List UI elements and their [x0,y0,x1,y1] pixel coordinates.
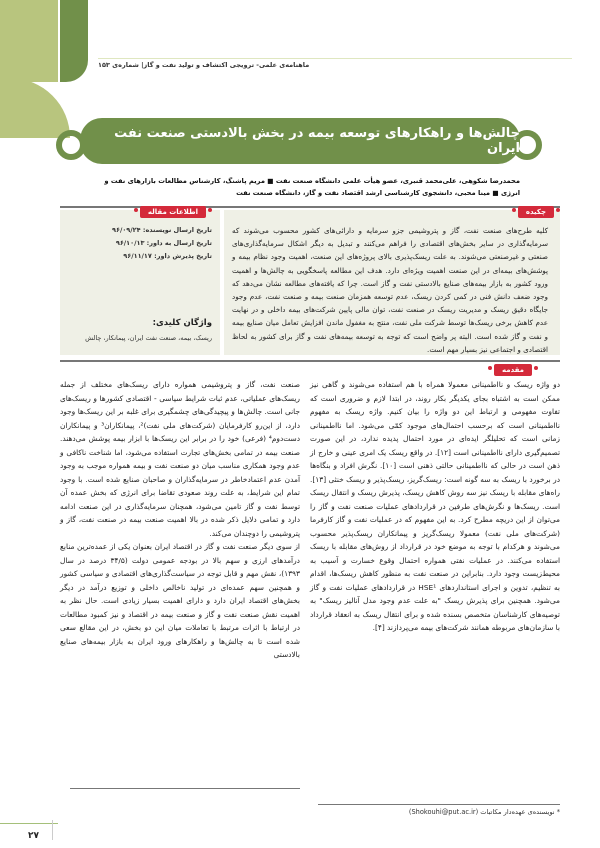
page-line [0,823,58,824]
authors [100,175,520,199]
date-accepted: تاریخ پذیرش داور: ۹۶/۱۱/۱۷ [123,252,212,260]
info-tag: اطلاعات مقاله [140,206,206,218]
mid-rule [60,360,560,362]
date-submitted: تاریخ ارسال نویسنده: ۹۶/۰۹/۲۴ [112,226,212,234]
intro-paragraph-left-2: از سوی دیگر صنعت نفت و گاز در اقتصاد ایران بعنوان یکی از عمده‌ترین منابع درآمدهای ارزی و سهم بالا در بودجه عمومی دولت (۳۴/۵ درصد در سال ۱۳۹۳)، نقش مهم و قابل توجه در سیاست‌گذاری‌های اقتصادی و سیاسی کشور و همچنین سهم عمده‌ای در تولید ناخالص داخلی و توزیع درآمد در دیگر بخش‌های اقتصاد ایران دارد و دارای اهمیت بسیار زیادی است. حال نظر به اهمیت نقش صنعت نفت و گاز و صنعت بیمه در اقتصاد و نیز کمبود مطالعات در ارتباط با اثرات مرتبط با تعاملات میان این دو بخش، در این مقالع سعی شده است تا به چالش‌ها و راهکارهای ورود ایران به بازار بیمه‌های صنایع بالادستی [60,542,300,659]
article-title: چالش‌ها و راهکارهای توسعه بیمه در بخش بالادستی صنعت نفت ایران [114,126,520,156]
decor-curve [0,78,70,138]
column-right [310,378,560,635]
header-line [98,58,572,59]
intro-paragraph-left-1: صنعت نفت، گاز و پتروشیمی همواره دارای ریسک‌های مختلف از جمله ریسک‌های عملیاتی، عدم ثبات شرایط سیاسی - اقتصادی کشورها و ریسک‌های جانی است. چالش‌ها و پیچیدگی‌های چشمگیری برای غلبه بر این ریسک‌ها وجود دارد، از این‌رو کارفرمایان (شرکت‌های ملی نفت)²، پیمانکاران³ و پیمانکاران دست‌دوم⁴ (فرعی) خود را در برابر این ریسک‌ها با ابزار بیمه پوشش می‌دهند. صنعت بیمه در تمامی بخش‌های تجارت استفاده می‌شود، اما شناخت ناکافی و عدم وجود همکاری مناسب میان دو صنعت نفت و بیمه همواره موجب به وجود آمدن عدم اعتمادخاطر در سرمایه‌گذاران و صاحبان صنایع شده است. با وجود تمام این شرایط، به علت روند صعودی تقاضا برای انرژی که بخش عمده آن توسط نفت و گاز تامین می‌شود، همچنان سرمایه‌گذاری در این صنعت ادامه دارد و تمامی دلایل ذکر شده در بالا اهمیت صنعت بیمه در صنعت نفت، گاز و پتروشیمی را دوچندان می‌کند. [60,380,300,538]
abstract-box [224,210,560,355]
keywords-title: واژگان کلیدی: [152,318,212,328]
abstract-tag: چکیده [518,206,554,218]
date-to-reviewer: تاریخ ارسال به داور: ۹۶/۱۰/۱۳ [115,239,212,247]
page-separator [52,820,53,840]
footnote-rule [318,804,560,805]
keywords-text: ریسک، بیمه، صنعت نفت ایران، پیمانکار، چالش [85,334,212,342]
authors-line-2: انرژی ■ مینا محبی، دانشجوی کارشناسی ارشد اقتصاد نفت و گاز، دانشگاه صنعت نفت [236,189,520,197]
journal-header: ماهنامه‌ی علمی- ترویجی اکتشاف و تولید نفت و گاز| شماره‌ی ۱۵۳ [98,61,310,69]
decor-bar-dark [60,0,88,82]
title-banner [80,118,520,164]
authors-line-1: محمدرضا شکوهی، علی‌محمد قنبری، عضو هیأت علمی دانشگاه صنعت نفت ■ مریم پاشنگ، کارشناس مطالعات بازارهای نفت و [104,177,520,185]
intro-paragraph-right: دو واژه ریسک و نااطمینانی معمولا همراه با هم استفاده می‌شوند و گاهی نیز ممکن است به اشتباه بجای یکدیگر بکار روند، در ابتدا لازم و ضروری است که تفاوت مفهومی و ارتباط این دو واژه را بیان کنیم. واژه ریسک به مفهوم نااطمینانی است که برحسب احتمال‌های موجود کمّی می‌شود. اما نااطمینانی زمانی است که تحلیلگر ایده‌ای در مورد احتمال پدیده ندارد، در این صورت تصمیم‌گیری دارای نااطمینانی است [۱۲]. در واقع ریسک یک امری عینی و خارج از ذهن است در حالی که نااطمینانی حالتی ذهنی است [۱۰]. نگرش افراد و بنگاه‌ها در برخورد با ریسک به سه گونه است: ریسک‌گریز، ریسک‌پذیر و ریسک خنثی [۱۳]. راه‌های مقابله با ریسک نیز سه روش کاهش ریسک، پذیرش ریسک و انتقال ریسک است. ریسک‌ها و نگرش‌های طرفین در قراردادهای عملیات صنعت نفت و گاز را می‌توان از این دریچه مطرح کرد. به این مفهوم که در عملیات نفت و گاز کارفرما (شرکت‌های ملی نفت) معمولا ریسک‌گریز و پیمانکاران ریسک‌پذیر محسوب می‌شوند و هرکدام با توجه به موضع خود در قرارداد از روش‌های مقابله با ریسک استفاده می‌کنند. در عملیات نفتی همواره احتمال وقوع خسارت و آسیب به محیط‌زیست وجود دارد. بنابراین در صنعت نفت به منظور کاهش ریسک‌ها، اقدام به تنظیم، تدوین و اجرای استانداردهای HSE¹ در قراردادهای عملیات نفت و گاز می‌شود. همچنین برای پذیرش ریسک "به علت عدم وجود مدل آنالیز ریسک" به توصیه‌های کارشناسان متخصص بسنده شده و برای انتقال ریسک به انعقاد قرارداد با سازمان‌های مربوطه همانند شرکت‌های بیمه می‌پردازند [۴]. [310,380,560,632]
intro-tag: مقدمه [494,364,532,376]
info-dates [112,224,212,263]
abstract-text: کلیه طرح‌های صنعت نفت، گاز و پتروشیمی جزو سرمایه و دارائی‌های کشور محسوب می‌شوند که سرمایه‌گذاری در سایر بخش‌های اقتصادی را فراهم می‌کنند و تبدیل به دیگر اشکال سرمایه‌گذاری‌های صنعتی و غیرصنعتی می‌شوند. به علت ریسک‌پذیری بالای پروژه‌های این صنعت، اهمیت وجود نظام بیمه و پوشش‌های بیمه‌ای در این صنعت اهمیت ویژه‌ای دارد. هدف این مطالعه پاسخگویی به چالش‌ها و اهمیت ورود کشور به بازار بیمه‌های صنایع بالادستی نفت و گاز است. چرا که یافته‌های مطالعه نشان می‌دهد که وجود ضعف دانش فنی در کمی کردن ریسک، عدم توسعه همزمان صنعت بیمه و صنعت نفت، عدم وجود جایگاه دقیق ریسک و مدیریت ریسک در صنعت نفت، توان مالی پایین شرکت‌های بیمه داخلی و در نهایت عدم کاهش برخی ریسک‌ها توسط شرکت ملی نفت، منتج به مغفول ماندن افزایش تعامل میان صنایع بیمه و نفت و گاز شده است. البته پر واضح است که توجه به توسعه بیمه‌های نفت و گاز برای کشور به لحاظ اقتصادی و اجتماعی نیز بسیار مهم است. [232,226,548,354]
left-bottom-rule [70,788,300,789]
page-number: ۲۷ [28,831,39,841]
footnote: * نویسنده‌ی عهده‌دار مکاتبات (Shokouhi@put.ac.ir) [408,808,560,816]
decor-bar-light [0,0,58,82]
article-info-box [60,210,220,355]
column-left [60,378,300,662]
